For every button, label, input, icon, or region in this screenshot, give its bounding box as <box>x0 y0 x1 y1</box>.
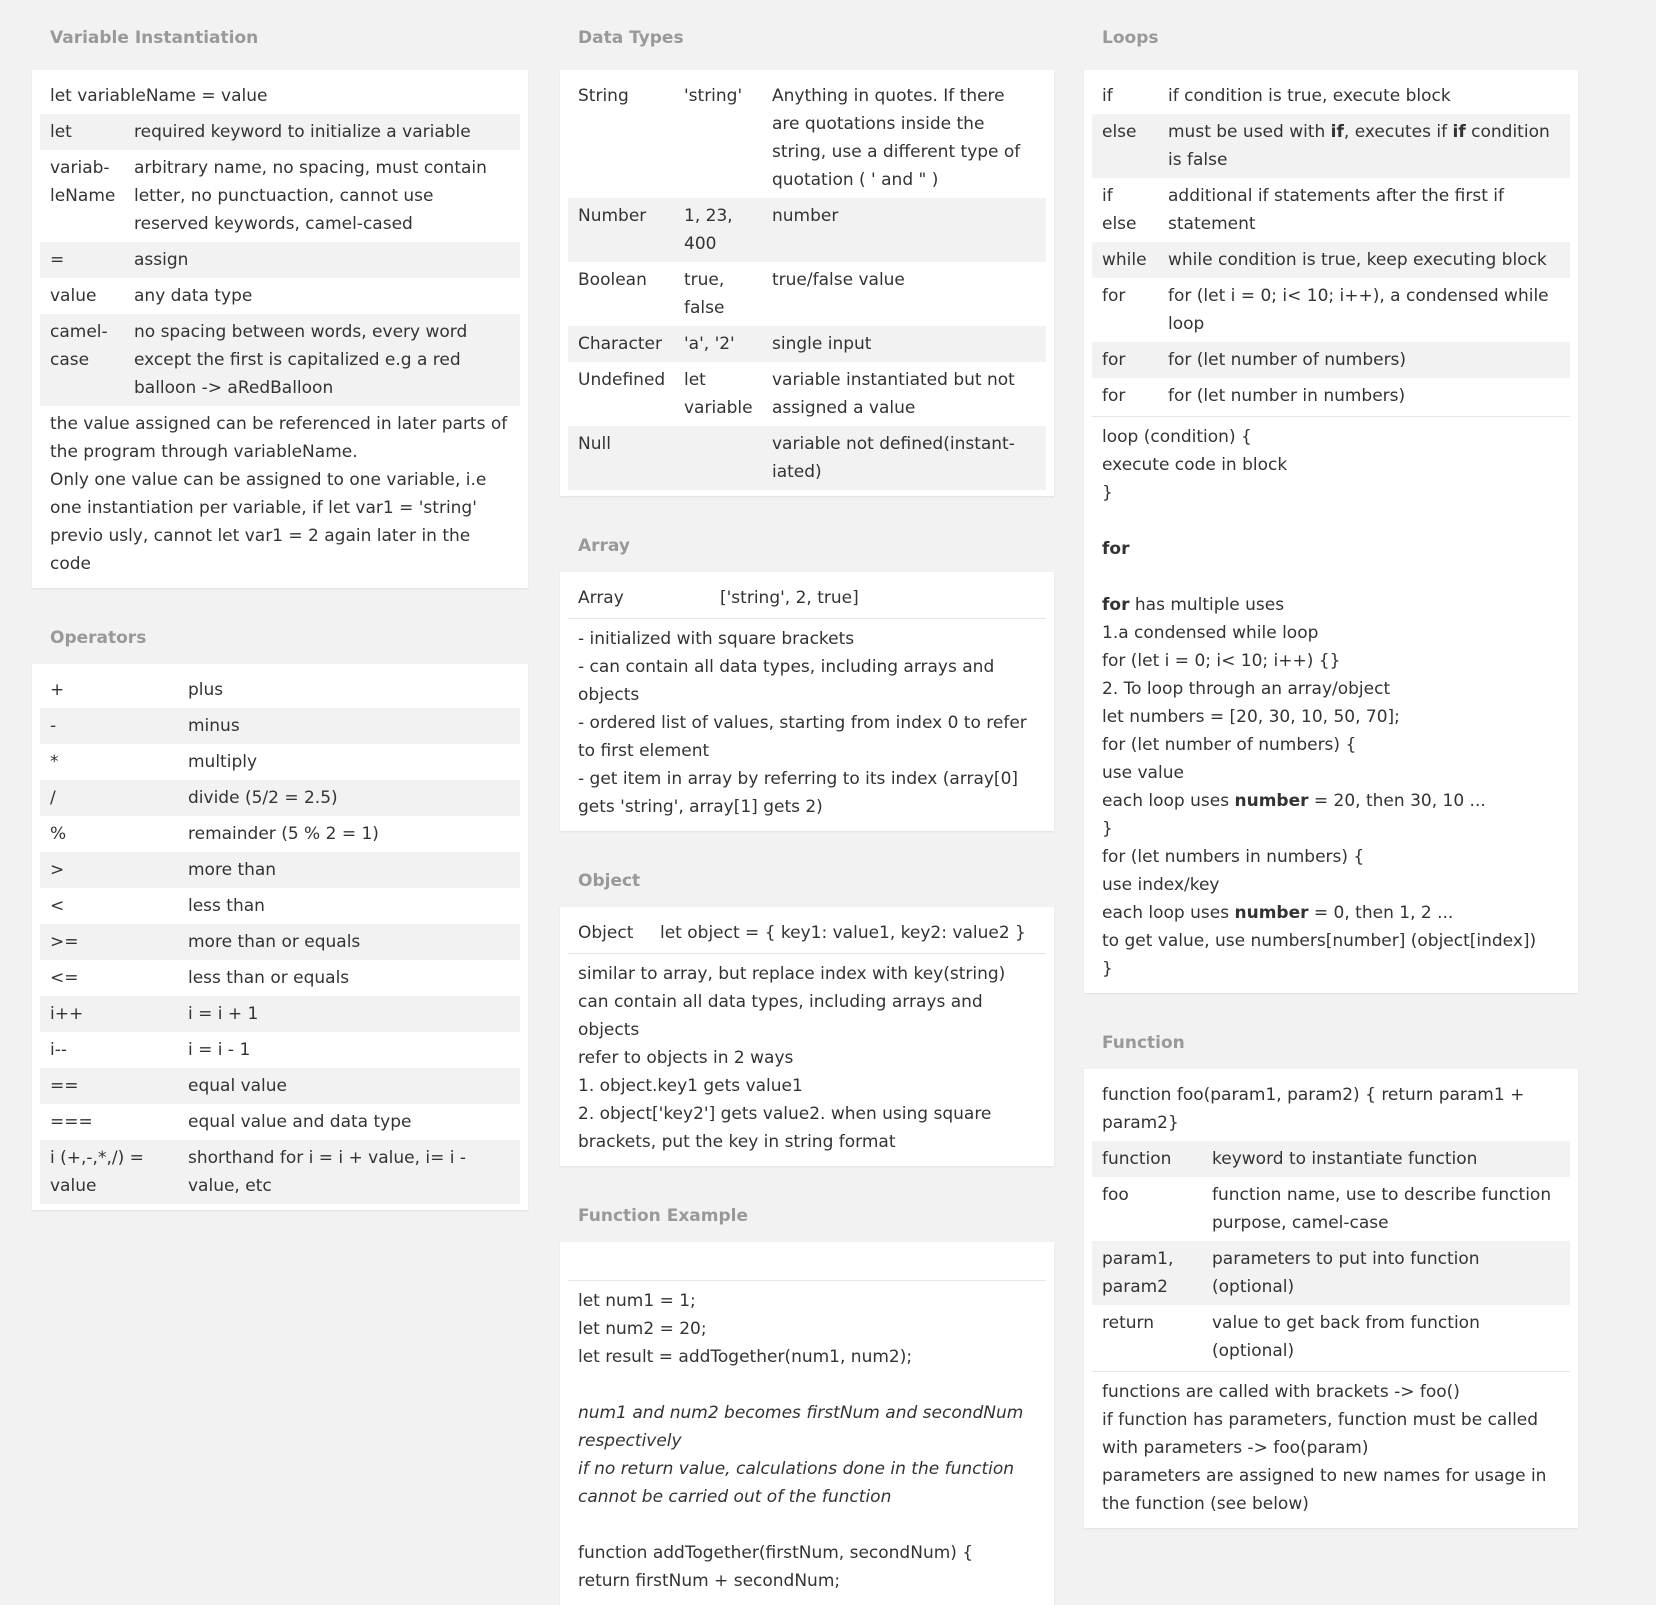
loops-row: if if condition is true, execute block <box>1102 86 1451 106</box>
section-title-datatypes: Data Types <box>578 28 684 48</box>
array-header: Array ['string', 2, true] <box>578 588 859 608</box>
loops-card <box>1084 70 1578 993</box>
operator-row: > more than <box>40 852 520 888</box>
function-row: return value to get back from function (optional) <box>1102 1313 1480 1361</box>
object-notes: similar to array, but replace index with key(string) can contain all data types, including arrays and objects refer to objects in 2 ways 1. object.key1 gets value1 2. object['key2'] gets value2. when using square brackets, put the key in string format <box>578 964 1006 1152</box>
loops-notes: loop (condition) { execute code in block } for for has multiple uses 1.a condensed while loop for (let i = 0; i< 10; i++) {} 2. To loop through an array/object let numbers = [20, 30, 10, 50, 70]; for (let number of numbers) { use value each loop uses number = 20, then 30, 10 ... } for (let numbers in numbers) { use index/key each loop uses number = 0, then 1, 2 ... to get value, use numbers[number] (object[index]) } <box>1102 427 1537 979</box>
variable-row: camel-case no spacing between words, every word except the first is capitalized e.g a red balloon -> aRedBalloon <box>40 314 520 406</box>
object-card <box>560 907 1054 1166</box>
operator-row: i (+,-,*,/) = value shorthand for i = i + value, i= i - value, etc <box>40 1140 520 1204</box>
array-card <box>560 572 1054 831</box>
section-title-array: Array <box>578 536 630 556</box>
operators-card <box>32 664 528 1210</box>
operator-row: < less than <box>50 896 265 916</box>
section-title-variable: Variable Instantiation <box>50 28 259 48</box>
section-title-funcexample: Function Example <box>578 1206 748 1226</box>
function-header: function foo(param1, param2) { return param1 + param2} <box>1102 1085 1525 1133</box>
variable-row: = assign <box>40 242 520 278</box>
datatype-row: String 'string' Anything in quotes. If there are quotations inside the string, use a different type of quotation ( ' and " ) <box>578 86 1021 190</box>
array-notes: - initialized with square brackets - can contain all data types, including arrays and objects - ordered list of values, starting from index 0 to refer to first element - get item in array by referring to its index (array[0] gets 'string', array[1] gets 2) <box>578 629 1027 817</box>
datatype-row: Number 1, 23, 400 number <box>568 198 1046 262</box>
column-middle <box>560 0 1054 1605</box>
function-card <box>1084 1069 1578 1528</box>
operator-row: / divide (5/2 = 2.5) <box>40 780 520 816</box>
operator-row: <= less than or equals <box>50 968 350 988</box>
datatype-row: Character 'a', '2' single input <box>568 326 1046 362</box>
datatypes-rows <box>568 78 1046 490</box>
operator-row: == equal value <box>40 1068 520 1104</box>
operator-row: * multiply <box>50 752 258 772</box>
variable-row: let required keyword to initialize a variable <box>40 114 520 150</box>
operator-row: % remainder (5 % 2 = 1) <box>50 824 379 844</box>
section-title-operators: Operators <box>50 628 147 648</box>
operator-row: === equal value and data type <box>50 1112 412 1132</box>
column-left <box>32 0 528 1210</box>
datatype-row: Null variable not defined(instant-iated) <box>568 426 1046 490</box>
variable-header: let variableName = value <box>50 86 268 106</box>
operator-row: + plus <box>50 680 224 700</box>
loops-row: for for (let number in numbers) <box>1102 386 1406 406</box>
function-row: function keyword to instantiate function <box>1092 1141 1570 1177</box>
object-header: Object let object = { key1: value1, key2: value2 } <box>578 923 1026 943</box>
funcexample-card <box>560 1242 1054 1605</box>
funcexample-code: let num1 = 1; let num2 = 20; let result = addTogether(num1, num2); num1 and num2 becomes firstNum and secondNum respectively if no return value, calculations done in the function cannot be carried out of the function function addTogether(firstNum, secondNum) { return firstNum + secondNum; <box>578 1291 1024 1591</box>
function-row: foo function name, use to describe function purpose, camel-case <box>1102 1185 1552 1233</box>
function-notes: functions are called with brackets -> foo() if function has parameters, function must be called with parameters -> foo(param) parameters are assigned to new names for usage in the function (see below) <box>1102 1382 1547 1514</box>
function-row: param1, param2 parameters to put into function (optional) <box>1092 1241 1570 1305</box>
datatype-row: Undefined let variable variable instantiated but not assigned a value <box>578 370 1015 418</box>
loops-row: for for (let i = 0; i< 10; i++), a condensed while loop <box>1102 286 1549 334</box>
section-title-object: Object <box>578 871 641 891</box>
variable-card <box>32 70 528 588</box>
datatypes-card <box>560 70 1054 496</box>
variable-row: value any data type <box>50 286 253 306</box>
operator-row: i-- i = i - 1 <box>50 1040 251 1060</box>
datatype-row: Boolean true, false true/false value <box>578 270 905 318</box>
column-right <box>1084 0 1578 1528</box>
operator-row: - minus <box>40 708 520 744</box>
operator-row: i++ i = i + 1 <box>40 996 520 1032</box>
section-title-function: Function <box>1102 1033 1185 1053</box>
section-title-loops: Loops <box>1102 28 1159 48</box>
variable-notes: the value assigned can be referenced in later parts of the program through variableName. Only one value can be assigned to one variable, i.e one instantiation per variable, if let var1 = 'string' previo usly, cannot let var1 = 2 again later in the code <box>50 414 508 574</box>
loops-row: for for (let number of numbers) <box>1092 342 1570 378</box>
loops-row: if else additional if statements after the first if statement <box>1102 186 1504 234</box>
loops-row: while while condition is true, keep executing block <box>1092 242 1570 278</box>
variable-row: variab-leName arbitrary name, no spacing, must contain letter, no punctuaction, cannot use reserved keywords, camel-cased <box>50 158 487 234</box>
operators-rows <box>40 672 520 1204</box>
loops-row: else must be used with if, executes if if condition is false <box>1092 114 1570 178</box>
operator-row: >= more than or equals <box>40 924 520 960</box>
